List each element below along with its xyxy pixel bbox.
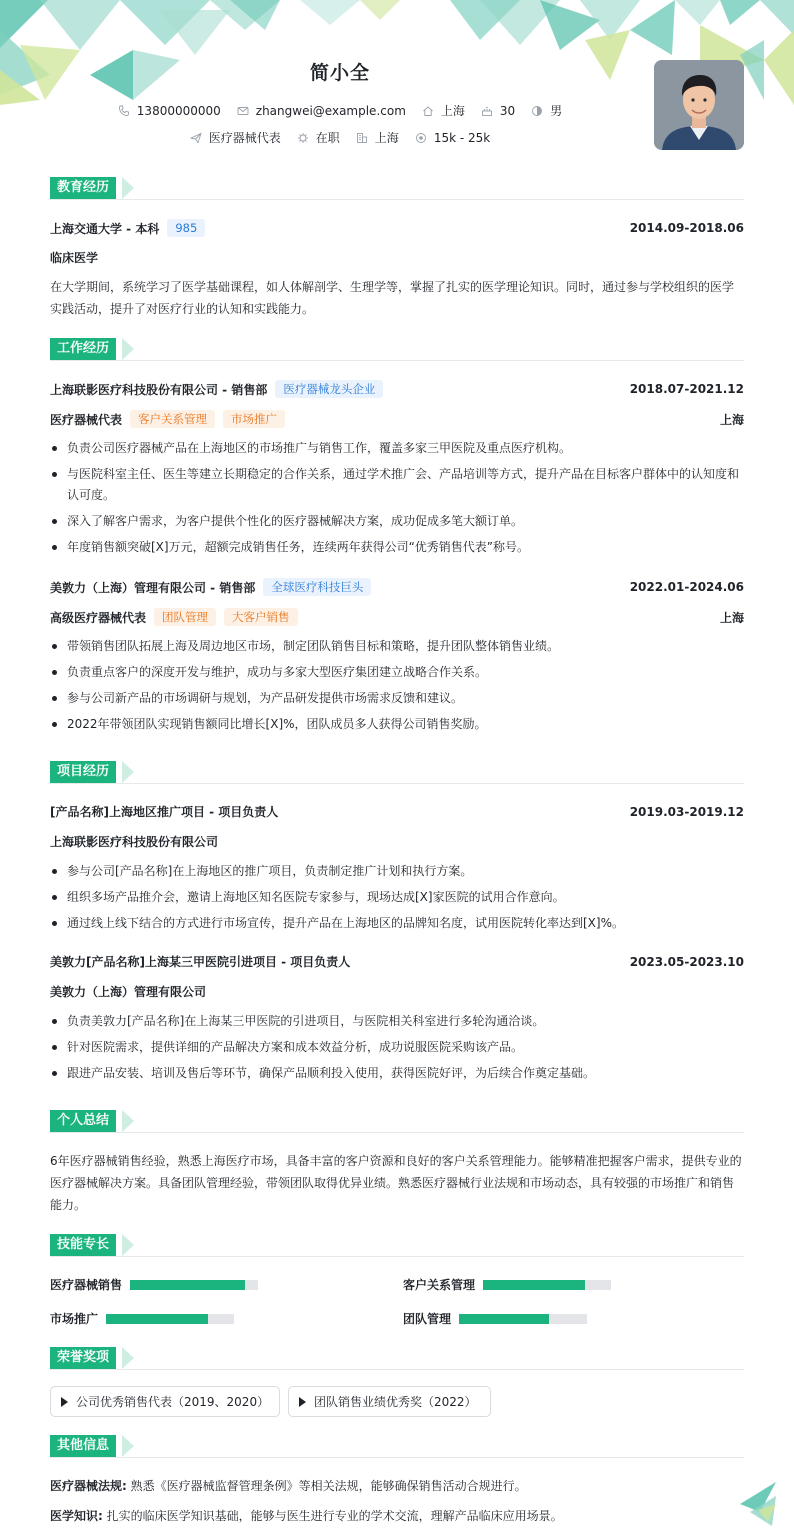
target-city-text: 上海 (374, 131, 399, 145)
skill-name: 团队管理 (403, 1312, 452, 1326)
work-item-header (50, 380, 744, 398)
section-title-tail (122, 177, 134, 199)
list-item: 年度销售额突破[X]万元，超额完成销售任务，连续两年获得公司“优秀销售代表”称号。 (50, 537, 744, 558)
award-item[interactable] (50, 1386, 280, 1417)
list-item: 2022年带领团队实现销售额同比增长[X]%，团队成员多人获得公司销售奖励。 (50, 714, 744, 735)
company-name: 美敦力（上海）管理有限公司 - 销售部 (50, 580, 256, 595)
building-icon (356, 132, 368, 144)
school-name: 上海交通大学 - 本科 (50, 221, 160, 236)
home-icon (422, 105, 434, 117)
job-target-text: 医疗器械代表 (208, 131, 281, 145)
company-tag: 医疗器械龙头企业 (275, 380, 383, 398)
project-title: 美敦力[产品名称]上海某三甲医院引进项目 - 项目负责人 (50, 955, 351, 969)
email-info (237, 104, 406, 118)
position-tag: 客户关系管理 (130, 410, 215, 428)
skill-name: 市场推广 (50, 1312, 99, 1326)
project-company-row (50, 983, 744, 1000)
position-name: 医疗器械代表 (50, 412, 123, 427)
other-info-label: 医疗器械法规: (50, 1479, 127, 1493)
work-position-row (50, 410, 744, 428)
age-icon (481, 105, 493, 117)
age-text: 30 (499, 103, 516, 118)
position-name: 高级医疗器械代表 (50, 610, 147, 625)
expand-arrow-icon (299, 1397, 306, 1407)
company-tag: 全球医疗科技巨头 (263, 578, 371, 596)
awards-section-header (50, 1347, 744, 1371)
skill-item (50, 1310, 234, 1327)
list-item: 针对医院需求，提供详细的产品解决方案和成本效益分析，成功说服医院采购该产品。 (50, 1037, 744, 1058)
award-label: 团队销售业绩优秀奖（2022） (314, 1395, 477, 1409)
paper-plane-icon (190, 132, 202, 144)
list-item: 负责公司医疗器械产品在上海地区的市场推广与销售工作，覆盖多家三甲医院及重点医疗机构。 (50, 438, 744, 459)
other-info-text: 熟悉《医疗器械监督管理条例》等相关法规，能够确保销售活动合规进行。 (130, 1479, 527, 1493)
work-bullet-list (50, 636, 744, 735)
major-name: 临床医学 (50, 251, 99, 265)
project-item-header (50, 953, 744, 970)
company-name: 上海联影医疗科技股份有限公司 - 销售部 (50, 382, 268, 397)
gender-text: 男 (550, 104, 563, 118)
list-item: 深入了解客户需求，为客户提供个性化的医疗器械解决方案，成功促成多笔大额订单。 (50, 511, 744, 532)
list-item: 与医院科室主任、医生等建立长期稳定的合作关系，通过学术推广会、产品培训等方式，提升产品在目标客户群体中的认知度和认可度。 (50, 464, 744, 506)
status-info (297, 129, 340, 146)
list-item: 参与公司[产品名称]在上海地区的推广项目，负责制定推广计划和执行方案。 (50, 861, 744, 882)
position-tag: 团队管理 (154, 608, 216, 626)
work-location: 上海 (719, 412, 744, 427)
position-tag: 市场推广 (223, 410, 285, 428)
list-item: 跟进产品安装、培训及售后等环节，确保产品顺利投入使用，获得医院好评，为后续合作奠定基础。 (50, 1063, 744, 1084)
project-company: 美敦力（上海）管理有限公司 (50, 985, 207, 999)
education-section-header (50, 177, 744, 201)
phone-icon (118, 105, 130, 117)
skill-level-fill (483, 1280, 585, 1290)
summary-text: 6年医疗器械销售经验，熟悉上海医疗市场，具备丰富的客户资源和良好的客户关系管理能力。能够精准把握客户需求，提供专业的医疗器械解决方案。具备团队管理经验，带领团队取得优异业绩。熟悉医疗器械行业法规和市场动态，具有较强的市场推广和销售能力。 (50, 1154, 742, 1212)
skill-level-fill (130, 1280, 245, 1290)
education-description: 在大学期间，系统学习了医学基础课程，如人体解剖学、生理学等，掌握了扎实的医学理论知识。同时，通过参与学校组织的医学实践活动，提升了对医疗行业的认知和实践能力。 (50, 280, 735, 316)
phone-text: 13800000000 (136, 103, 221, 118)
job-target-info (190, 129, 281, 146)
email-text: zhangwei@example.com (255, 103, 406, 118)
work-section-header (50, 338, 744, 362)
section-title-tail (122, 338, 134, 360)
skill-level-fill (459, 1314, 549, 1324)
other-info-item (50, 1476, 744, 1496)
work-position-row (50, 608, 744, 626)
section-title-tail (122, 1234, 134, 1256)
school-tag: 985 (167, 219, 205, 237)
education-major-row (50, 249, 744, 266)
section-title: 项目经历 (50, 761, 116, 783)
position-tag: 大客户销售 (224, 608, 298, 626)
project-bullet-list (50, 1011, 744, 1084)
skill-item (403, 1276, 611, 1293)
award-item[interactable] (288, 1386, 491, 1417)
projects-section-header (50, 761, 744, 785)
list-item: 参与公司新产品的市场调研与规划，为产品研发提供市场需求反馈和建议。 (50, 688, 744, 709)
work-item-header (50, 578, 744, 596)
section-title: 其他信息 (50, 1435, 116, 1457)
expand-arrow-icon (61, 1397, 68, 1407)
section-title: 荣誉奖项 (50, 1347, 116, 1369)
other-section-header (50, 1435, 744, 1459)
avatar (654, 60, 744, 150)
section-title-tail (122, 761, 134, 783)
skill-name: 客户关系管理 (403, 1278, 476, 1292)
status-text: 在职 (315, 131, 340, 145)
age-info (481, 104, 515, 118)
award-label: 公司优秀销售代表（2019、2020） (76, 1395, 270, 1409)
education-header-row (50, 219, 744, 237)
skill-name: 医疗器械销售 (50, 1278, 123, 1292)
salary-icon (415, 132, 427, 144)
list-item: 负责重点客户的深度开发与维护，成功与多家大型医疗集团建立战略合作关系。 (50, 662, 744, 683)
list-item: 负责美敦力[产品名称]在上海某三甲医院的引进项目，与医院相关科室进行多轮沟通洽谈。 (50, 1011, 744, 1032)
status-icon (297, 132, 309, 144)
skill-item (403, 1310, 587, 1327)
section-title: 个人总结 (50, 1110, 116, 1132)
target-city-info (356, 129, 399, 146)
section-title: 教育经历 (50, 177, 116, 199)
work-bullet-list (50, 438, 744, 558)
contact-row (0, 102, 680, 119)
list-item: 带领销售团队拓展上海及周边地区市场，制定团队销售目标和策略，提升团队整体销售业绩。 (50, 636, 744, 657)
skill-level-bar (459, 1314, 587, 1324)
phone-info (118, 104, 221, 118)
gender-info (531, 102, 562, 119)
work-date: 2022.01-2024.06 (629, 580, 744, 594)
section-title: 技能专长 (50, 1234, 116, 1256)
intention-row (0, 129, 680, 146)
city-info (422, 102, 465, 119)
skill-level-bar (130, 1280, 258, 1290)
work-date: 2018.07-2021.12 (629, 382, 744, 396)
project-date: 2019.03-2019.12 (629, 804, 744, 819)
project-date: 2023.05-2023.10 (629, 954, 744, 969)
work-location: 上海 (719, 610, 744, 625)
salary-text: 15k - 25k (433, 130, 491, 145)
skills-section-header (50, 1234, 744, 1258)
city-text: 上海 (440, 104, 465, 118)
list-item: 组织多场产品推介会，邀请上海地区知名医院专家参与，现场达成[X]家医院的试用合作意向。 (50, 887, 744, 908)
project-bullet-list (50, 861, 744, 934)
project-item-header (50, 803, 744, 820)
skill-level-fill (106, 1314, 208, 1324)
section-title-tail (122, 1435, 134, 1457)
project-company: 上海联影医疗科技股份有限公司 (50, 835, 219, 849)
project-title: [产品名称]上海地区推广项目 - 项目负责人 (50, 805, 279, 819)
other-info-label: 医学知识: (50, 1509, 103, 1523)
skill-level-bar (106, 1314, 234, 1324)
candidate-name: 简小全 (309, 62, 370, 84)
skill-level-bar (483, 1280, 611, 1290)
section-title-tail (122, 1110, 134, 1132)
education-date: 2014.09-2018.06 (629, 221, 744, 235)
section-title: 工作经历 (50, 338, 116, 360)
skill-item (50, 1276, 258, 1293)
gender-icon (531, 105, 543, 117)
section-title-tail (122, 1347, 134, 1369)
summary-section-header (50, 1110, 744, 1134)
list-item: 通过线上线下结合的方式进行市场宣传，提升产品在上海地区的品牌知名度，试用医院转化率达到[X]%。 (50, 913, 744, 934)
email-icon (237, 105, 249, 117)
other-info-item (50, 1506, 744, 1526)
project-company-row (50, 833, 744, 850)
salary-info (415, 131, 490, 145)
other-info-text: 扎实的临床医学知识基础，能够与医生进行专业的学术交流，理解产品临床应用场景。 (106, 1509, 563, 1523)
